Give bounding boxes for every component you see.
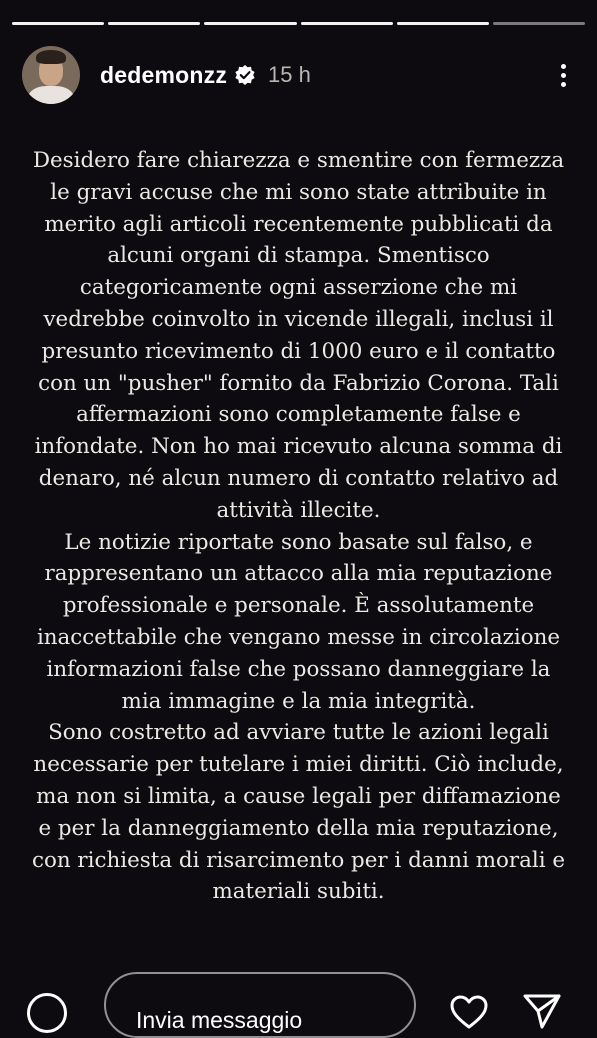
avatar[interactable] <box>22 46 80 104</box>
story-header <box>22 44 575 106</box>
paragraph: Le notizie riportate sono basate sul falso, e rappresentano un attacco alla mia reputazione professionale e personale. È assolutamente inaccettabile che vengano messe in circolazione informazioni false che possano danneggiare la mia immagine e la mia integrità. <box>36 529 561 714</box>
progress-segment <box>301 22 393 25</box>
progress-segment <box>108 22 200 25</box>
reply-input[interactable] <box>104 972 416 1038</box>
paragraph: Desidero fare chiarezza e smentire con fermezza le gravi accuse che mi sono state attribuite in merito agli articoli recentemente pubblicati da alcuni organi di stampa. Smentisco categoricamente ogni asserzione che mi vedrebbe coinvolto in vicende illegali, inclusi il presunto ricevimento di 1000 euro e il contatto con un "pusher" fornito da Fabrizio Corona. Tali affermazioni sono completamente false e infondate. Non ho mai ricevuto alcuna somma di denaro, né alcun numero di contatto relativo ad attività illecite. <box>32 148 565 523</box>
reply-placeholder: Invia messaggio <box>136 1007 303 1033</box>
story-progress-bar <box>12 22 585 25</box>
heart-icon[interactable] <box>449 994 489 1030</box>
paragraph: Sono costretto ad avviare tutte le azioni legali necessarie per tutelare i miei diritti. Ciò include, ma non si limita, a cause legali per diffamazione e per la danneggiamento della mia reputazione, con richiesta di risarcimento per i danni morali e materiali subiti. <box>32 720 565 905</box>
progress-segment <box>12 22 104 25</box>
username[interactable]: dedemonzz <box>100 61 228 88</box>
progress-segment <box>397 22 489 25</box>
progress-segment <box>493 22 585 25</box>
post-time: 15 h <box>268 62 311 87</box>
send-icon[interactable] <box>522 992 562 1030</box>
story-footer <box>0 968 597 1033</box>
more-options-icon[interactable] <box>551 55 575 95</box>
progress-segment <box>204 22 296 25</box>
story-text <box>30 145 567 908</box>
camera-icon[interactable] <box>27 993 67 1033</box>
verified-badge-icon <box>234 64 256 86</box>
